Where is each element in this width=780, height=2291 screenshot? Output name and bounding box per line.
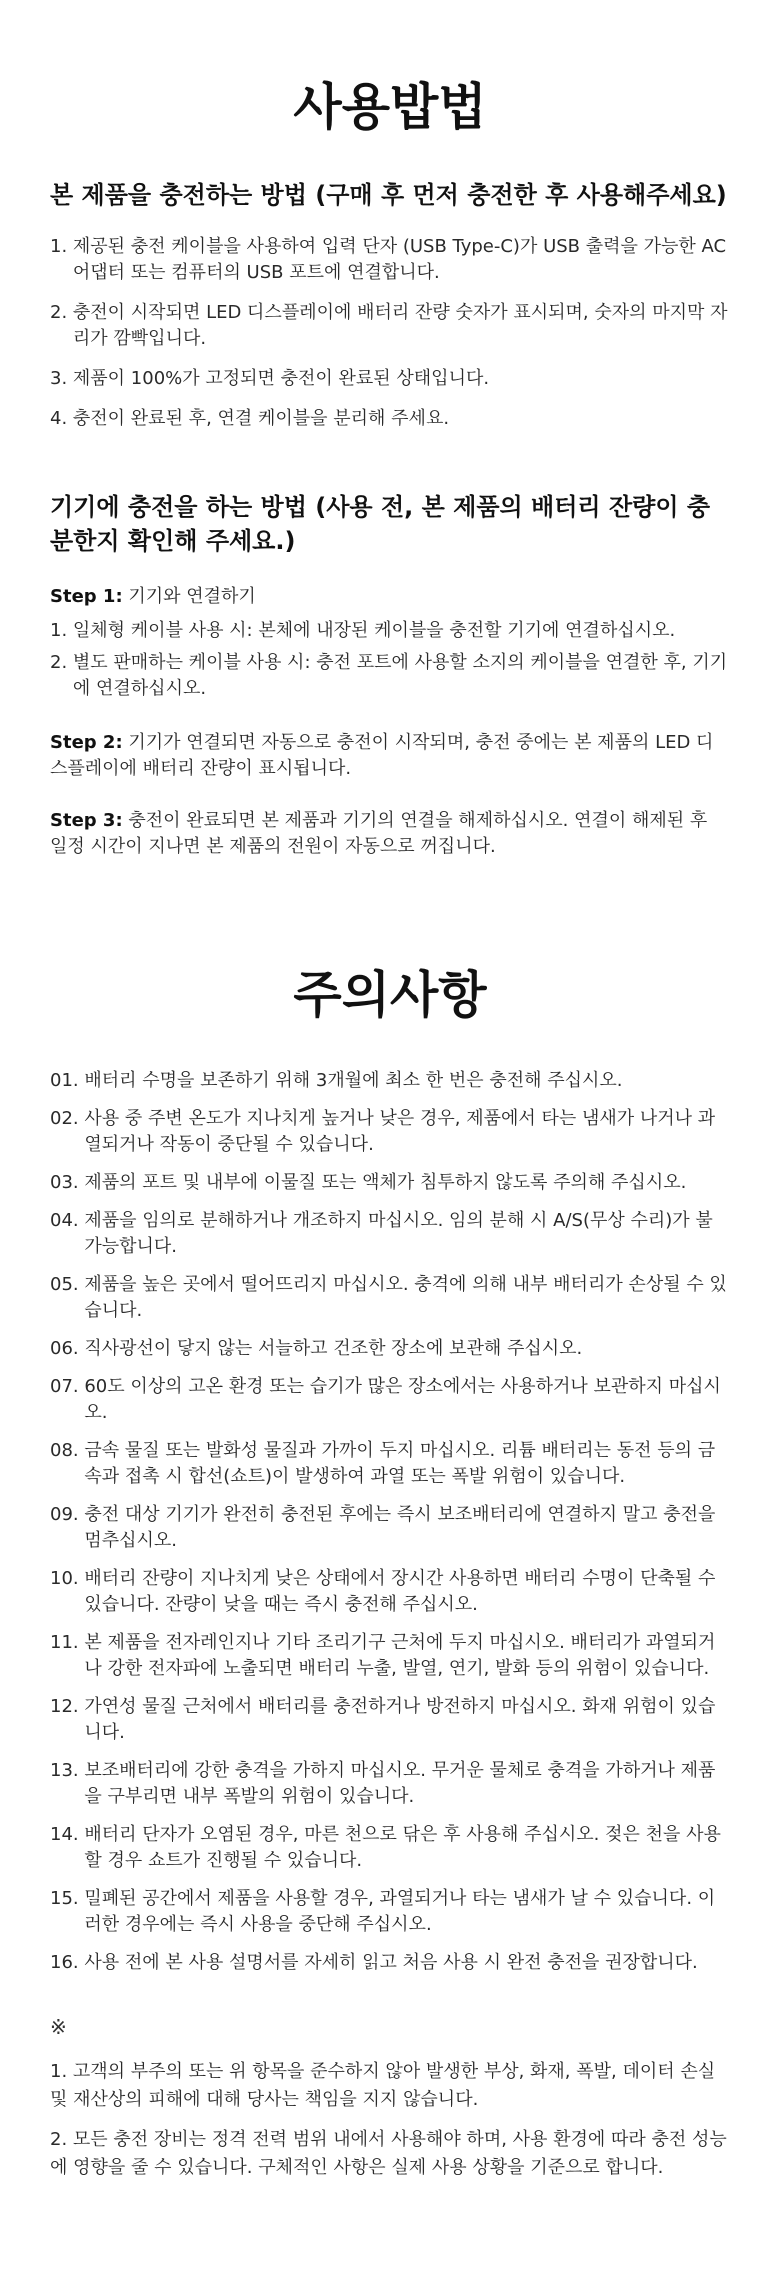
item-text: 보조배터리에 강한 충격을 가하지 마십시오. 무거운 물체로 충격을 가하거나 제품을 구부리면 내부 폭발의 위험이 있습니다. <box>84 1760 716 1807</box>
item-number: 05. <box>50 1274 85 1295</box>
step3-paragraph <box>50 808 730 860</box>
item-number: 08. <box>50 1440 85 1461</box>
caution-item <box>50 1886 730 1938</box>
item-text: 제품을 높은 곳에서 떨어뜨리지 마십시오. 충격에 의해 내부 배터리가 손상될 수 있습니다. <box>84 1274 727 1321</box>
item-text: 제공된 충전 케이블을 사용하여 입력 단자 (USB Type-C)가 USB 출력을 가능한 AC 어댑터 또는 컴퓨터의 USB 포트에 연결합니다. <box>72 236 727 283</box>
charge-section-title: 본 제품을 충전하는 방법 (구매 후 먼저 충전한 후 사용해주세요) <box>50 181 727 209</box>
item-number: 04. <box>50 1210 85 1231</box>
item-number: 2. <box>50 302 73 323</box>
list-item <box>50 234 730 286</box>
item-text: 별도 판매하는 케이블 사용 시: 충전 포트에 사용할 소지의 케이블을 연결한 후, 기기에 연결하십시오. <box>72 652 728 699</box>
step2-paragraph <box>50 730 730 782</box>
item-text: 사용 중 주변 온도가 지나치게 높거나 낮은 경우, 제품에서 타는 냄새가 나거나 과열되거나 작동이 중단될 수 있습니다. <box>84 1108 716 1155</box>
item-number: 09. <box>50 1504 85 1525</box>
caution-list <box>50 1068 730 1976</box>
item-text: 배터리 잔량이 지나치게 낮은 상태에서 장시간 사용하면 배터리 수명이 단축될 수 있습니다. 잔량이 낮을 때는 즉시 충전해 주십시오. <box>84 1568 716 1615</box>
caution-title: 주의사항 <box>293 966 487 1024</box>
item-text: 충전이 시작되면 LED 디스플레이에 배터리 잔량 숫자가 표시되며, 숫자의 마지막 자리가 깜빡입니다. <box>72 302 728 349</box>
item-text: 밀폐된 공간에서 제품을 사용할 경우, 과열되거나 타는 냄새가 날 수 있습니다. 이러한 경우에는 즉시 사용을 중단해 주십시오. <box>84 1888 716 1935</box>
step2-label: Step 2: <box>50 732 123 753</box>
item-number: 03. <box>50 1172 85 1193</box>
item-text: 금속 물질 또는 발화성 물질과 가까이 두지 마십시오. 리튬 배터리는 동전 등의 금속과 접촉 시 합선(쇼트)이 발생하여 과열 또는 폭발 위험이 있습니다. <box>84 1440 716 1487</box>
step1-label: Step 1: <box>50 586 123 607</box>
step3-text: 충전이 완료되면 본 제품과 기기의 연결을 해제하십시오. 연결이 해제된 후 일정 시간이 지나면 본 제품의 전원이 자동으로 꺼집니다. <box>50 810 708 857</box>
caution-item <box>50 1438 730 1490</box>
item-text: 60도 이상의 고온 환경 또는 습기가 많은 장소에서는 사용하거나 보관하지 마십시오. <box>84 1376 721 1423</box>
item-number: 14. <box>50 1824 85 1845</box>
charge-steps-list <box>50 234 730 432</box>
item-number: 12. <box>50 1696 85 1717</box>
item-text: 배터리 단자가 오염된 경우, 마른 천으로 닦은 후 사용해 주십시오. 젖은 천을 사용할 경우 쇼트가 진행될 수 있습니다. <box>84 1824 721 1871</box>
item-text: 제품이 100%가 고정되면 충전이 완료된 상태입니다. <box>72 368 490 389</box>
item-number: 01. <box>50 1070 85 1091</box>
item-text: 충전이 완료된 후, 연결 케이블을 분리해 주세요. <box>72 408 450 429</box>
caution-item <box>50 1106 730 1158</box>
step3-label: Step 3: <box>50 810 123 831</box>
step1-text: 기기와 연결하기 <box>122 586 256 607</box>
caution-item <box>50 1272 730 1324</box>
caution-item <box>50 1694 730 1746</box>
item-text: 배터리 수명을 보존하기 위해 3개월에 최소 한 번은 충전해 주십시오. <box>84 1070 623 1091</box>
item-number: 3. <box>50 368 73 389</box>
item-text: 일체형 케이블 사용 시: 본체에 내장된 케이블을 충전할 기기에 연결하십시오. <box>72 620 676 641</box>
caution-item <box>50 1208 730 1260</box>
item-number: 07. <box>50 1376 85 1397</box>
item-text: 제품을 임의로 분해하거나 개조하지 마십시오. 임의 분해 시 A/S(무상 수리)가 불가능합니다. <box>84 1210 713 1257</box>
list-item <box>50 650 730 702</box>
item-number: 2. <box>50 652 73 673</box>
list-item <box>50 406 730 432</box>
list-item <box>50 366 730 392</box>
step2-text: 기기가 연결되면 자동으로 충전이 시작되며, 충전 중에는 본 제품의 LED 디스플레이에 배터리 잔량이 표시됩니다. <box>50 732 714 779</box>
footnote-item: 1. 고객의 부주의 또는 위 항목을 준수하지 않아 발생한 부상, 화재, 폭발, 데이터 손실 및 재산상의 피해에 대해 당사는 책임을 지지 않습니다. <box>50 2061 716 2110</box>
caution-item <box>50 1502 730 1554</box>
caution-item <box>50 1374 730 1426</box>
item-number: 15. <box>50 1888 85 1909</box>
caution-item <box>50 1950 730 1976</box>
item-text: 충전 대상 기기가 완전히 충전된 후에는 즉시 보조배터리에 연결하지 말고 충전을 멈추십시오. <box>84 1504 716 1551</box>
list-item <box>50 618 730 644</box>
caution-item <box>50 1630 730 1682</box>
caution-item <box>50 1822 730 1874</box>
item-number: 16. <box>50 1952 85 1973</box>
item-number: 1. <box>50 236 73 257</box>
device-section-title: 기기에 충전을 하는 방법 (사용 전, 본 제품의 배터리 잔량이 충분한지 확인해 주세요.) <box>50 493 711 555</box>
item-text: 가연성 물질 근처에서 배터리를 충전하거나 방전하지 마십시오. 화재 위험이 있습니다. <box>84 1696 716 1743</box>
footnote-list <box>50 2058 730 2182</box>
item-text: 본 제품을 전자레인지나 기타 조리기구 근처에 두지 마십시오. 배터리가 과열되거나 강한 전자파에 노출되면 배터리 누출, 발열, 연기, 발화 등의 위험이 있습니다. <box>84 1632 716 1679</box>
note-mark: ※ <box>50 2015 67 2039</box>
usage-title: 사용밥법 <box>293 78 487 136</box>
list-item <box>50 300 730 352</box>
caution-item <box>50 1068 730 1094</box>
step1-heading <box>50 584 730 610</box>
step1-list <box>50 618 730 702</box>
item-number: 06. <box>50 1338 85 1359</box>
item-number: 11. <box>50 1632 85 1653</box>
item-number: 02. <box>50 1108 85 1129</box>
item-text: 직사광선이 닿지 않는 서늘하고 건조한 장소에 보관해 주십시오. <box>84 1338 583 1359</box>
caution-item <box>50 1758 730 1810</box>
item-text: 제품의 포트 및 내부에 이물질 또는 액체가 침투하지 않도록 주의해 주십시오. <box>84 1172 687 1193</box>
caution-item <box>50 1566 730 1618</box>
item-number: 10. <box>50 1568 85 1589</box>
footnote-item: 2. 모든 충전 장비는 정격 전력 범위 내에서 사용해야 하며, 사용 환경에 따라 충전 성능에 영향을 줄 수 있습니다. 구체적인 사항은 실제 사용 상황을 기준으로 합니다. <box>50 2129 727 2178</box>
caution-item <box>50 1336 730 1362</box>
caution-item <box>50 1170 730 1196</box>
item-number: 4. <box>50 408 73 429</box>
item-number: 13. <box>50 1760 85 1781</box>
item-text: 사용 전에 본 사용 설명서를 자세히 읽고 처음 사용 시 완전 충전을 권장합니다. <box>84 1952 698 1973</box>
item-number: 1. <box>50 620 73 641</box>
